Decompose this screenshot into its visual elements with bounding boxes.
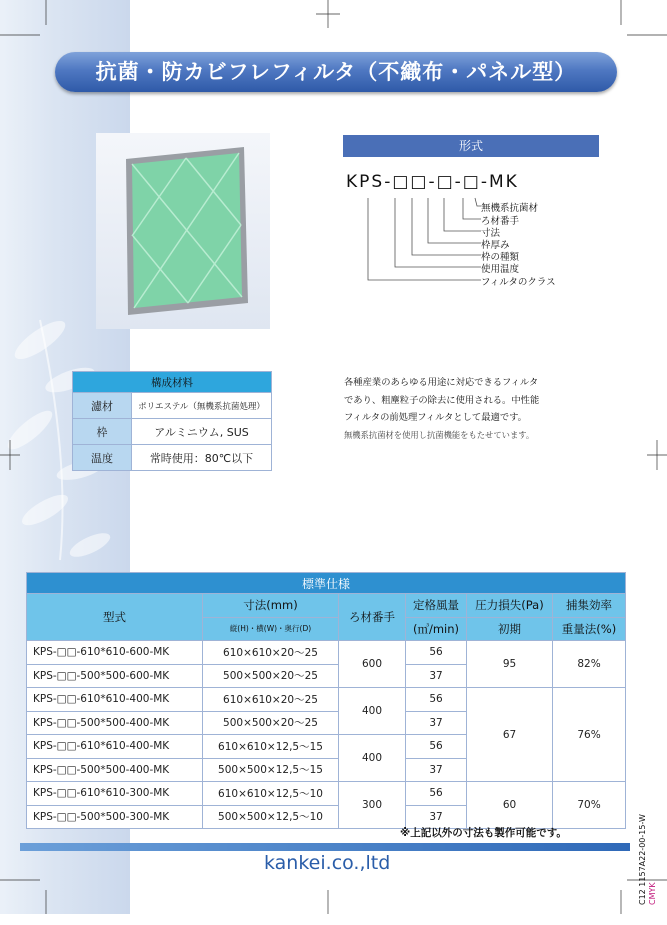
cell-model: KPS-□□-500*500-300-MK xyxy=(27,805,203,829)
cell-efficiency: 82% xyxy=(553,641,626,688)
product-photo-frame xyxy=(96,133,270,329)
cell-media: 300 xyxy=(339,782,406,829)
cell-model: KPS-□□-610*610-400-MK xyxy=(27,735,203,759)
company-name: kankei.co.,ltd xyxy=(264,852,391,874)
materials-label: 温度 xyxy=(73,445,132,471)
spec-title: 標準仕様 xyxy=(27,573,626,594)
cell-size: 610×610×12,5～10 xyxy=(203,782,339,806)
materials-label: 濾材 xyxy=(73,393,132,419)
cell-pressure: 95 xyxy=(467,641,553,688)
description-line: 各種産業のあらゆる用途に対応できるフィルタ xyxy=(344,377,539,388)
model-label-media-grade: ろ材番手 xyxy=(481,216,520,227)
cell-airflow: 37 xyxy=(406,664,467,688)
cell-airflow: 37 xyxy=(406,758,467,782)
model-label-size: 寸法 xyxy=(481,228,501,239)
model-label-antibacterial: 無機系抗菌材 xyxy=(481,203,539,214)
filter-panel-image xyxy=(96,133,270,329)
description xyxy=(344,374,594,444)
cell-airflow: 56 xyxy=(406,641,467,665)
spec-header-size: 寸法(mm) xyxy=(203,594,339,618)
model-code: KPS-□□-□-□-MK xyxy=(346,172,519,192)
model-label-frame-thickness: 枠厚み xyxy=(481,240,510,251)
cell-size: 500×500×12,5～10 xyxy=(203,805,339,829)
description-note: 無機系抗菌材を使用し抗菌機能をもたせています。 xyxy=(344,429,535,440)
cell-model: KPS-□□-500*500-600-MK xyxy=(27,664,203,688)
spec-header-airflow: 定格風量 xyxy=(406,594,467,618)
model-code-leader-lines xyxy=(340,192,485,292)
materials-value: 常時使用：80℃以下 xyxy=(132,445,272,471)
cell-efficiency: 76% xyxy=(553,688,626,782)
spec-header-efficiency-sub: 重量法(%) xyxy=(553,617,626,641)
model-label-filter-class: フィルタのクラス xyxy=(481,277,556,288)
cell-media: 400 xyxy=(339,688,406,735)
side-code: C12 1157A22-00-15-W xyxy=(638,814,647,905)
table-row xyxy=(27,641,626,665)
cell-size: 500×500×20～25 xyxy=(203,711,339,735)
spec-header-pressure: 圧力損失(Pa) xyxy=(467,594,553,618)
description-line: であり、粗塵粒子の除去に使用される。中性能 xyxy=(344,394,540,406)
cell-efficiency: 70% xyxy=(553,782,626,829)
cell-size: 500×500×20～25 xyxy=(203,664,339,688)
spec-table xyxy=(26,572,626,829)
spec-header-size-sub: 縦(H)・横(W)・奥行(D) xyxy=(203,617,339,641)
spec-header-media: ろ材番手 xyxy=(339,594,406,641)
materials-header: 構成材料 xyxy=(73,372,272,393)
spec-header-airflow-unit: (㎥/min) xyxy=(406,617,467,641)
cell-size: 610×610×20～25 xyxy=(203,641,339,665)
cell-pressure: 60 xyxy=(467,782,553,829)
cell-media: 400 xyxy=(339,735,406,782)
cell-model: KPS-□□-610*610-600-MK xyxy=(27,641,203,665)
side-cmyk: CMYK xyxy=(648,882,657,905)
cell-size: 610×610×12,5～15 xyxy=(203,735,339,759)
side-code-wrap xyxy=(638,814,667,925)
materials-label: 枠 xyxy=(73,419,132,445)
bottom-bar xyxy=(20,843,630,851)
footnote: ※上記以外の寸法も製作可能です。 xyxy=(400,827,567,839)
cell-size: 610×610×20～25 xyxy=(203,688,339,712)
side-code-block xyxy=(638,814,658,905)
cell-size: 500×500×12,5～15 xyxy=(203,758,339,782)
description-line: フィルタの前処理フィルタとして最適です。 xyxy=(344,412,527,423)
materials-value: ポリエステル（無機系抗菌処理） xyxy=(132,393,272,419)
materials-table xyxy=(72,371,272,471)
model-label-frame-type: 枠の種類 xyxy=(481,252,520,263)
cell-media: 600 xyxy=(339,641,406,688)
spec-header-efficiency: 捕集効率 xyxy=(553,594,626,618)
spec-header-pressure-sub: 初期 xyxy=(467,617,553,641)
cell-model: KPS-□□-500*500-400-MK xyxy=(27,711,203,735)
spec-header-model: 型式 xyxy=(27,594,203,641)
cell-airflow: 56 xyxy=(406,782,467,806)
table-row xyxy=(27,688,626,712)
model-label-temperature: 使用温度 xyxy=(481,264,520,275)
cell-model: KPS-□□-610*610-400-MK xyxy=(27,688,203,712)
cell-airflow: 37 xyxy=(406,805,467,829)
cell-airflow: 56 xyxy=(406,735,467,759)
table-row xyxy=(27,782,626,806)
cell-model: KPS-□□-500*500-400-MK xyxy=(27,758,203,782)
cell-model: KPS-□□-610*610-300-MK xyxy=(27,782,203,806)
model-header: 形式 xyxy=(343,135,599,157)
cell-pressure: 67 xyxy=(467,688,553,782)
page-title: 抗菌・防カビフレフィルタ（不織布・パネル型） xyxy=(95,60,577,84)
cell-airflow: 56 xyxy=(406,688,467,712)
cell-airflow: 37 xyxy=(406,711,467,735)
materials-value: アルミニウム, SUS xyxy=(132,419,272,445)
